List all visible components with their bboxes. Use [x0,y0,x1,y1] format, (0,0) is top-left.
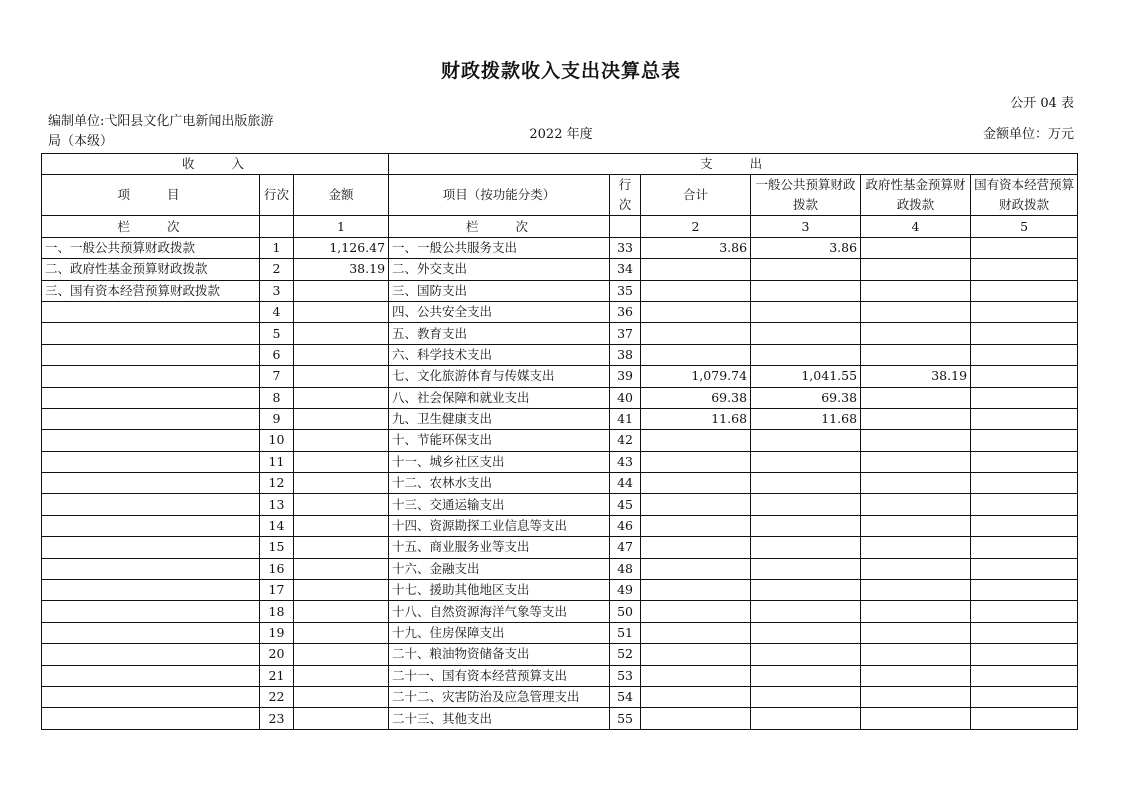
income-item-cell [42,408,260,429]
total-amount-cell [641,558,751,579]
gov-fund-amount-cell [861,344,971,365]
gov-fund-amount-cell [861,280,971,301]
general-budget-amount-cell [751,344,861,365]
expense-row-no-cell: 55 [610,708,641,729]
expense-item-cell: 二十三、其他支出 [389,708,610,729]
total-amount-cell: 3.86 [641,237,751,258]
expense-item-cell: 十二、农林水支出 [389,473,610,494]
expense-row-no-cell: 50 [610,601,641,622]
general-budget-amount-cell: 1,041.55 [751,366,861,387]
income-amount-cell: 1,126.47 [294,237,389,258]
table-row [42,259,1078,280]
gov-fund-amount-cell [861,237,971,258]
income-item-cell [42,344,260,365]
gov-fund-amount-cell [861,537,971,558]
expense-row-no-cell: 52 [610,644,641,665]
income-row-no-cell: 9 [260,408,294,429]
income-row-no-cell: 22 [260,686,294,707]
expense-row-no-header: 行次 [610,175,641,216]
income-row-no-cell: 12 [260,473,294,494]
state-capital-amount-cell [971,387,1078,408]
expense-item-header: 项目（按功能分类） [389,175,610,216]
state-capital-amount-cell [971,259,1078,280]
table-row [42,473,1078,494]
gov-fund-amount-cell [861,451,971,472]
total-amount-cell: 1,079.74 [641,366,751,387]
expense-row-no-cell: 39 [610,366,641,387]
income-section-header: 收 入 [42,154,389,175]
general-budget-amount-cell [751,665,861,686]
state-capital-amount-cell [971,686,1078,707]
total-amount-cell [641,644,751,665]
income-item-cell [42,301,260,322]
gov-fund-amount-cell [861,323,971,344]
expense-row-no-cell: 46 [610,515,641,536]
expense-row-no-cell: 38 [610,344,641,365]
state-capital-amount-cell [971,451,1078,472]
gov-fund-amount-cell [861,601,971,622]
total-amount-cell [641,473,751,494]
gov-fund-amount-cell [861,473,971,494]
general-budget-amount-cell: 3.86 [751,237,861,258]
column-index-3: 3 [751,216,861,237]
state-capital-amount-cell [971,366,1078,387]
income-amount-cell [294,686,389,707]
table-row [42,323,1078,344]
income-row-no-cell: 13 [260,494,294,515]
column-index-4: 4 [861,216,971,237]
expense-row-no-cell: 44 [610,473,641,494]
total-amount-cell [641,430,751,451]
table-row [42,686,1078,707]
expense-row-no-cell: 47 [610,537,641,558]
income-row-no-cell: 1 [260,237,294,258]
income-item-cell [42,665,260,686]
state-capital-amount-cell [971,558,1078,579]
income-row-no-cell: 10 [260,430,294,451]
expense-item-cell: 十四、资源勘探工业信息等支出 [389,515,610,536]
gov-fund-header: 政府性基金预算财政拨款 [861,175,971,216]
income-column-label: 栏 次 [42,216,260,237]
income-row-no-cell: 6 [260,344,294,365]
table-row [42,644,1078,665]
state-capital-amount-cell [971,280,1078,301]
income-item-cell [42,622,260,643]
income-item-cell [42,537,260,558]
table-row [42,558,1078,579]
state-capital-header: 国有资本经营预算财政拨款 [971,175,1078,216]
general-budget-amount-cell [751,601,861,622]
expense-item-cell: 十七、援助其他地区支出 [389,580,610,601]
gov-fund-amount-cell [861,644,971,665]
expense-item-cell: 十三、交通运输支出 [389,494,610,515]
expense-row-no-cell: 35 [610,280,641,301]
total-amount-cell [641,344,751,365]
income-row-no-cell: 14 [260,515,294,536]
gov-fund-amount-cell [861,686,971,707]
income-item-cell [42,708,260,729]
income-amount-cell [294,408,389,429]
income-item-cell: 三、国有资本经营预算财政拨款 [42,280,260,301]
income-row-no-cell: 3 [260,280,294,301]
table-row [42,708,1078,729]
gov-fund-amount-cell [861,558,971,579]
income-item-cell [42,601,260,622]
expense-row-no-cell: 54 [610,686,641,707]
column-index-2: 2 [641,216,751,237]
table-row [42,580,1078,601]
income-amount-cell [294,665,389,686]
total-amount-cell [641,580,751,601]
income-item-cell [42,558,260,579]
expense-item-cell: 二十、粮油物资储备支出 [389,644,610,665]
column-index-row [42,216,1078,237]
expense-column-label: 栏 次 [389,216,610,237]
expense-row-no-cell: 37 [610,323,641,344]
expense-row-no-cell: 36 [610,301,641,322]
table-row [42,515,1078,536]
expense-row-no-cell: 41 [610,408,641,429]
expense-item-cell: 一、一般公共服务支出 [389,237,610,258]
total-amount-cell [641,301,751,322]
state-capital-amount-cell [971,494,1078,515]
budget-summary-table [41,153,1078,730]
income-amount-cell [294,473,389,494]
total-amount-cell [641,259,751,280]
state-capital-amount-cell [971,708,1078,729]
total-amount-cell [641,280,751,301]
income-item-cell [42,451,260,472]
table-row [42,366,1078,387]
expense-row-no-cell: 45 [610,494,641,515]
state-capital-amount-cell [971,408,1078,429]
income-amount-cell [294,601,389,622]
general-budget-amount-cell [751,708,861,729]
income-row-no-cell: 23 [260,708,294,729]
expense-row-no-cell: 49 [610,580,641,601]
column-index-5: 5 [971,216,1078,237]
income-row-no-header: 行次 [260,175,294,216]
income-row-no-cell: 17 [260,580,294,601]
general-budget-amount-cell [751,580,861,601]
gov-fund-amount-cell [861,515,971,536]
table-row [42,494,1078,515]
income-amount-cell [294,451,389,472]
income-item-cell [42,515,260,536]
total-amount-cell [641,537,751,558]
expense-item-cell: 五、教育支出 [389,323,610,344]
total-amount-cell [641,601,751,622]
state-capital-amount-cell [971,644,1078,665]
general-budget-amount-cell [751,494,861,515]
income-amount-cell [294,494,389,515]
general-budget-amount-cell [751,686,861,707]
expense-row-no-cell: 34 [610,259,641,280]
income-row-no-cell: 2 [260,259,294,280]
total-amount-cell [641,686,751,707]
general-budget-amount-cell [751,301,861,322]
expense-row-no-cell: 33 [610,237,641,258]
gov-fund-amount-cell: 38.19 [861,366,971,387]
expense-row-no-cell: 53 [610,665,641,686]
expense-row-no-cell: 43 [610,451,641,472]
expense-item-cell: 十一、城乡社区支出 [389,451,610,472]
gov-fund-amount-cell [861,301,971,322]
income-row-no-cell: 15 [260,537,294,558]
income-item-cell [42,580,260,601]
table-row [42,237,1078,258]
general-budget-amount-cell: 11.68 [751,408,861,429]
table-row [42,601,1078,622]
expense-item-cell: 四、公共安全支出 [389,301,610,322]
expense-item-cell: 十九、住房保障支出 [389,622,610,643]
expense-item-cell: 九、卫生健康支出 [389,408,610,429]
income-item-cell [42,366,260,387]
income-amount-cell [294,515,389,536]
state-capital-amount-cell [971,622,1078,643]
general-budget-amount-cell [751,473,861,494]
gov-fund-amount-cell [861,387,971,408]
state-capital-amount-cell [971,301,1078,322]
table-row [42,622,1078,643]
state-capital-amount-cell [971,537,1078,558]
state-capital-amount-cell [971,601,1078,622]
preparing-unit: 编制单位:弋阳县文化广电新闻出版旅游局（本级） [48,114,274,149]
income-amount-cell [294,580,389,601]
gov-fund-amount-cell [861,494,971,515]
income-item-cell: 一、一般公共预算财政拨款 [42,237,260,258]
state-capital-amount-cell [971,344,1078,365]
expense-item-cell: 十五、商业服务业等支出 [389,537,610,558]
total-amount-cell [641,451,751,472]
general-budget-amount-cell [751,515,861,536]
income-amount-cell [294,301,389,322]
total-amount-cell [641,622,751,643]
total-amount-cell: 11.68 [641,408,751,429]
income-item-cell [42,430,260,451]
expense-item-cell: 二、外交支出 [389,259,610,280]
income-item-cell [42,387,260,408]
general-budget-amount-cell [751,451,861,472]
total-amount-cell [641,515,751,536]
general-budget-amount-cell: 69.38 [751,387,861,408]
expense-row-no-cell: 48 [610,558,641,579]
gov-fund-amount-cell [861,622,971,643]
total-amount-cell [641,323,751,344]
section-header-row [42,154,1078,175]
general-budget-amount-cell [751,558,861,579]
gov-fund-amount-cell [861,430,971,451]
income-amount-cell [294,280,389,301]
table-row [42,430,1078,451]
expense-item-cell: 十八、自然资源海洋气象等支出 [389,601,610,622]
state-capital-amount-cell [971,515,1078,536]
total-amount-cell [641,708,751,729]
state-capital-amount-cell [971,473,1078,494]
gov-fund-amount-cell [861,665,971,686]
income-item-cell [42,323,260,344]
table-row [42,344,1078,365]
expense-item-cell: 十、节能环保支出 [389,430,610,451]
general-budget-amount-cell [751,622,861,643]
general-budget-amount-cell [751,430,861,451]
page-title: 财政拨款收入支出决算总表 [440,60,681,82]
table-row [42,665,1078,686]
table-row [42,408,1078,429]
amount-unit: 金额单位：万元 [982,127,1074,142]
income-row-no-cell: 18 [260,601,294,622]
income-amount-cell [294,537,389,558]
expense-item-cell: 二十一、国有资本经营预算支出 [389,665,610,686]
gov-fund-amount-cell [861,580,971,601]
general-budget-amount-cell [751,644,861,665]
income-amount-cell [294,366,389,387]
income-row-no-cell: 11 [260,451,294,472]
state-capital-amount-cell [971,323,1078,344]
income-item-cell [42,473,260,494]
income-row-no-cell: 20 [260,644,294,665]
expense-item-cell: 八、社会保障和就业支出 [389,387,610,408]
general-budget-amount-cell [751,280,861,301]
general-budget-amount-cell [751,537,861,558]
income-item-header: 项 目 [42,175,260,216]
fiscal-year: 2022 年度 [529,127,593,142]
total-header: 合计 [641,175,751,216]
income-amount-cell [294,430,389,451]
gov-fund-amount-cell [861,708,971,729]
income-row-no-cell: 7 [260,366,294,387]
income-item-cell [42,686,260,707]
expense-section-header: 支 出 [389,154,1078,175]
expense-item-cell: 六、科学技术支出 [389,344,610,365]
expense-item-cell: 十六、金融支出 [389,558,610,579]
state-capital-amount-cell [971,430,1078,451]
income-item-cell [42,644,260,665]
income-amount-cell [294,644,389,665]
income-item-cell: 二、政府性基金预算财政拨款 [42,259,260,280]
income-row-no-cell: 16 [260,558,294,579]
income-amount-cell [294,387,389,408]
total-amount-cell [641,494,751,515]
income-amount-cell [294,344,389,365]
expense-item-cell: 三、国防支出 [389,280,610,301]
income-amount-cell [294,622,389,643]
income-amount-cell: 38.19 [294,259,389,280]
form-number: 公开 04 表 [1010,96,1074,111]
expense-item-cell: 二十二、灾害防治及应急管理支出 [389,686,610,707]
income-row-no-cell: 21 [260,665,294,686]
general-budget-amount-cell [751,259,861,280]
expense-row-no-cell: 51 [610,622,641,643]
table-row [42,537,1078,558]
state-capital-amount-cell [971,580,1078,601]
total-amount-cell: 69.38 [641,387,751,408]
table-row [42,280,1078,301]
income-amount-cell [294,558,389,579]
gov-fund-amount-cell [861,408,971,429]
income-row-no-cell: 5 [260,323,294,344]
empty-cell [260,216,294,237]
state-capital-amount-cell [971,665,1078,686]
empty-cell [610,216,641,237]
income-row-no-cell: 19 [260,622,294,643]
expense-item-cell: 七、文化旅游体育与传媒支出 [389,366,610,387]
general-budget-header: 一般公共预算财政拨款 [751,175,861,216]
income-column-index: 1 [294,216,389,237]
amount-header: 金额 [294,175,389,216]
general-budget-amount-cell [751,323,861,344]
expense-row-no-cell: 42 [610,430,641,451]
table-row [42,387,1078,408]
income-amount-cell [294,708,389,729]
table-row [42,301,1078,322]
income-row-no-cell: 8 [260,387,294,408]
income-item-cell [42,494,260,515]
state-capital-amount-cell [971,237,1078,258]
income-row-no-cell: 4 [260,301,294,322]
total-amount-cell [641,665,751,686]
income-amount-cell [294,323,389,344]
column-header-row [42,175,1078,216]
table-row [42,451,1078,472]
expense-row-no-cell: 40 [610,387,641,408]
gov-fund-amount-cell [861,259,971,280]
